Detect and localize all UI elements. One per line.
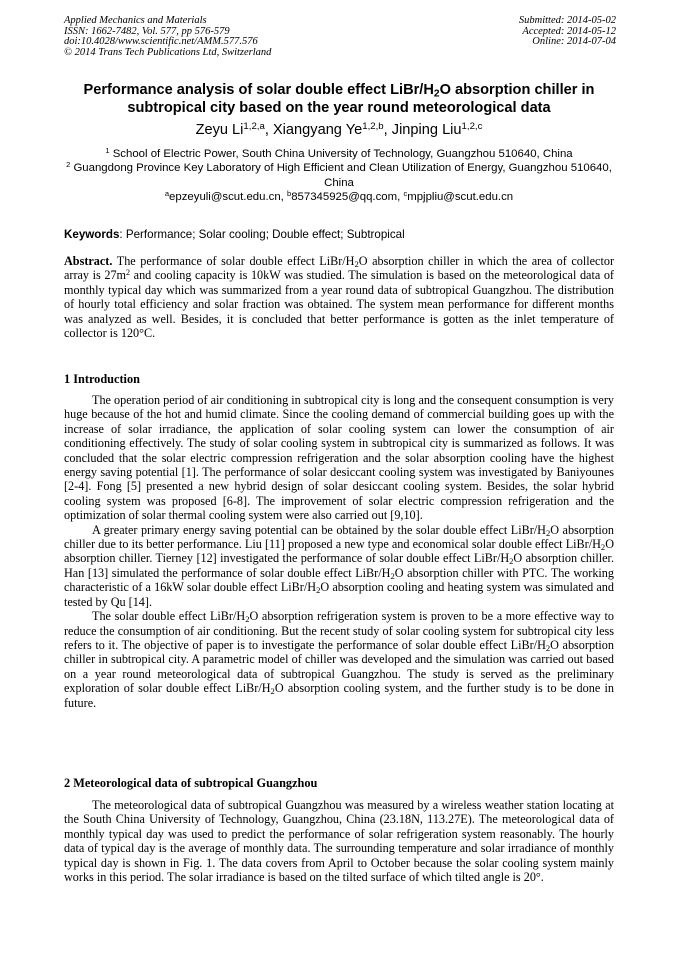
section-introduction [64, 393, 614, 710]
section-meteorological-data [64, 798, 614, 884]
text-run: The solar double effect LiBr/H [92, 609, 246, 624]
abstract-text: The performance of solar double effect LiBr/H [112, 254, 355, 268]
date-accepted: Accepted: 2014-05-12 [522, 25, 616, 37]
email-address: mpjpliu@scut.edu.cn [407, 191, 514, 204]
title-subscript: 2 [433, 88, 440, 100]
subscript: 2 [316, 585, 321, 596]
affiliations [56, 147, 622, 205]
subscript: 2 [545, 643, 551, 654]
keywords-label: Keywords [64, 228, 120, 241]
section-heading-introduction: 1 Introduction [64, 372, 140, 386]
subscript: 2 [600, 542, 606, 553]
subscript: 2 [245, 614, 250, 625]
paragraph [64, 609, 614, 710]
paragraph [64, 523, 614, 609]
abstract [64, 254, 614, 340]
paragraph: The operation period of air conditioning in subtropical city is long and the consequent consumption is very huge because of the hot and humid climate. Since the cooling demand of commercial building goes up with the increase of solar irradiance, the application of solar cooling system can lower the consumption of air conditioning effectively. The study of solar cooling system in subtropical city is summarized as follows. It was concluded that the solar electric compression refrigeration and the solar absorption cooling have the highest energy saving potential [1]. The performance of solar desiccant cooling system was investigated by Baniyounes [2-4]. Fong [5] presented a new hybrid design of solar desiccant cooling system. Besides, the solar hybrid cooling system was proposed [6-8]. The improvement of solar electric compression refrigeration and the optimization of solar thermal cooling system were also carried out [9,10]. [64, 393, 614, 523]
journal-name: Applied Mechanics and Materials [64, 15, 207, 26]
paragraph: The meteorological data of subtropical Guangzhou was measured by a wireless weather station locating at the South China University of Technology, Guangzhou, China (23.18N, 113.27E). The meteorological data of monthly typical day was used to predict the performance of solar refrigeration system reasonably. The hourly data of typical day is the average of monthly data. The surrounding temperature and solar irradiance of monthly typical day is shown in Fig. 1. The data covers from April to October because the solar cooling system mainly works in this period. The solar irradiance is based on the tilted surface of which tilted angle is 20°. [64, 798, 614, 885]
text-run: O absorption chiller with PTC. The working characteristic of a 16kW solar double effect LiBr/H [64, 565, 614, 595]
text-run: O absorption cooling and heating system was simulated and tested by Qu [14]. [64, 580, 614, 609]
affiliation-1 [56, 147, 622, 161]
subscript: 2 [545, 527, 551, 538]
journal-copyright: © 2014 Trans Tech Publications Ltd, Switzerland [64, 46, 272, 58]
email-marker: b [287, 189, 292, 199]
author-name: Zeyu Li [195, 122, 244, 138]
keywords [64, 227, 616, 242]
subscript: 2 [390, 571, 395, 581]
title-text-2: O absorption chiller in subtropical city based on the year round meteorological data [127, 82, 595, 116]
journal-doi: doi:10.4028/www.scientific.net/AMM.577.576 [64, 36, 258, 48]
paper-title [56, 81, 622, 117]
text-run: O absorption refrigeration system is proven to be a more effective way to reduce the consumption of air conditioning. But the recent study of solar cooling system for subtropical city less refers to it. The objective of paper is to investigate the performance of solar double effect LiBr/H [64, 609, 614, 652]
affiliation-2 [56, 161, 622, 190]
text-run: A greater primary energy saving potential can be obtained by the solar double effect LiBr/H [92, 522, 546, 537]
author-name: Xiangyang Ye [272, 122, 363, 138]
email-address: epzeyuli@scut.edu.cn, [169, 191, 287, 204]
author-name: Jinping Liu [391, 122, 462, 138]
affiliation-marker: 1 [105, 146, 110, 156]
subscript: 2 [270, 686, 275, 697]
email-list [56, 190, 622, 204]
abstract-text: O absorption chiller in which the area of collector array is 27m [64, 254, 614, 283]
text-run: O absorption chiller in subtropical city. A parametric model of chiller was developed and the simulation was carried out based on a year round meteorological data of subtropical Guangzhou. The study is served as the preliminary exploration of solar double effect LiBr/H [64, 637, 614, 696]
abstract-text: and cooling capacity is 10kW was studied. The simulation is based on the meteorological data of monthly typical day which was summarized from a year round data of subtropical Guangzhou. The distribution of hourly total efficiency and solar fraction was obtained. The system mean performance for different months was analyzed as well. Besides, it is concluded that better performance is gotten as the inlet temperature of collector is 120°C. [64, 268, 614, 341]
author-separator: , [264, 122, 273, 138]
keywords-text: : Performance; Solar cooling; Double effect; Subtropical [119, 228, 405, 241]
text-run: O absorption chiller due to its better performance. Liu [11] proposed a new type and economical solar double effect LiBr/H [64, 522, 614, 552]
title-text-1: Performance analysis of solar double effect LiBr/H [83, 82, 434, 98]
abstract-subscript: 2 [354, 259, 359, 270]
text-run: O absorption cooling system, and the further study is to be done in future. [64, 681, 614, 710]
text-run: O absorption chiller. Tierney [12] investigated the performance of solar double effect LiBr/H [64, 537, 614, 566]
section-heading-meteorological-data: 2 Meteorological data of subtropical Guangzhou [64, 776, 318, 790]
author-separator: , [383, 122, 392, 138]
date-online: Online: 2014-07-04 [532, 36, 616, 48]
author-affiliation-marker: 1,2,b [362, 121, 384, 132]
author-list [56, 121, 622, 139]
affiliation-text: Guangdong Province Key Laboratory of High Efficient and Clean Utilization of Energy, Guangzhou 510640, China [70, 162, 612, 189]
subscript: 2 [509, 556, 514, 567]
journal-info [64, 16, 271, 58]
author-affiliation-marker: 1,2,c [461, 121, 483, 132]
email-address: 857345925@qq.com, [291, 191, 404, 204]
text-run: O absorption chiller. Han [13] simulated the performance of solar double effect LiBr/H [64, 551, 614, 580]
author-affiliation-marker: 1,2,a [243, 121, 265, 132]
publication-dates [519, 16, 616, 48]
affiliation-text: School of Electric Power, South China University of Technology, Guangzhou 510640, China [109, 148, 573, 160]
email-marker: c [403, 189, 408, 199]
journal-issn: ISSN: 1662-7482, Vol. 577, pp 576-579 [64, 25, 230, 37]
abstract-superscript: 2 [126, 268, 131, 278]
affiliation-marker: 2 [66, 160, 71, 170]
email-marker: a [164, 189, 170, 199]
date-submitted: Submitted: 2014-05-02 [518, 15, 616, 26]
abstract-label: Abstract. [64, 254, 113, 268]
